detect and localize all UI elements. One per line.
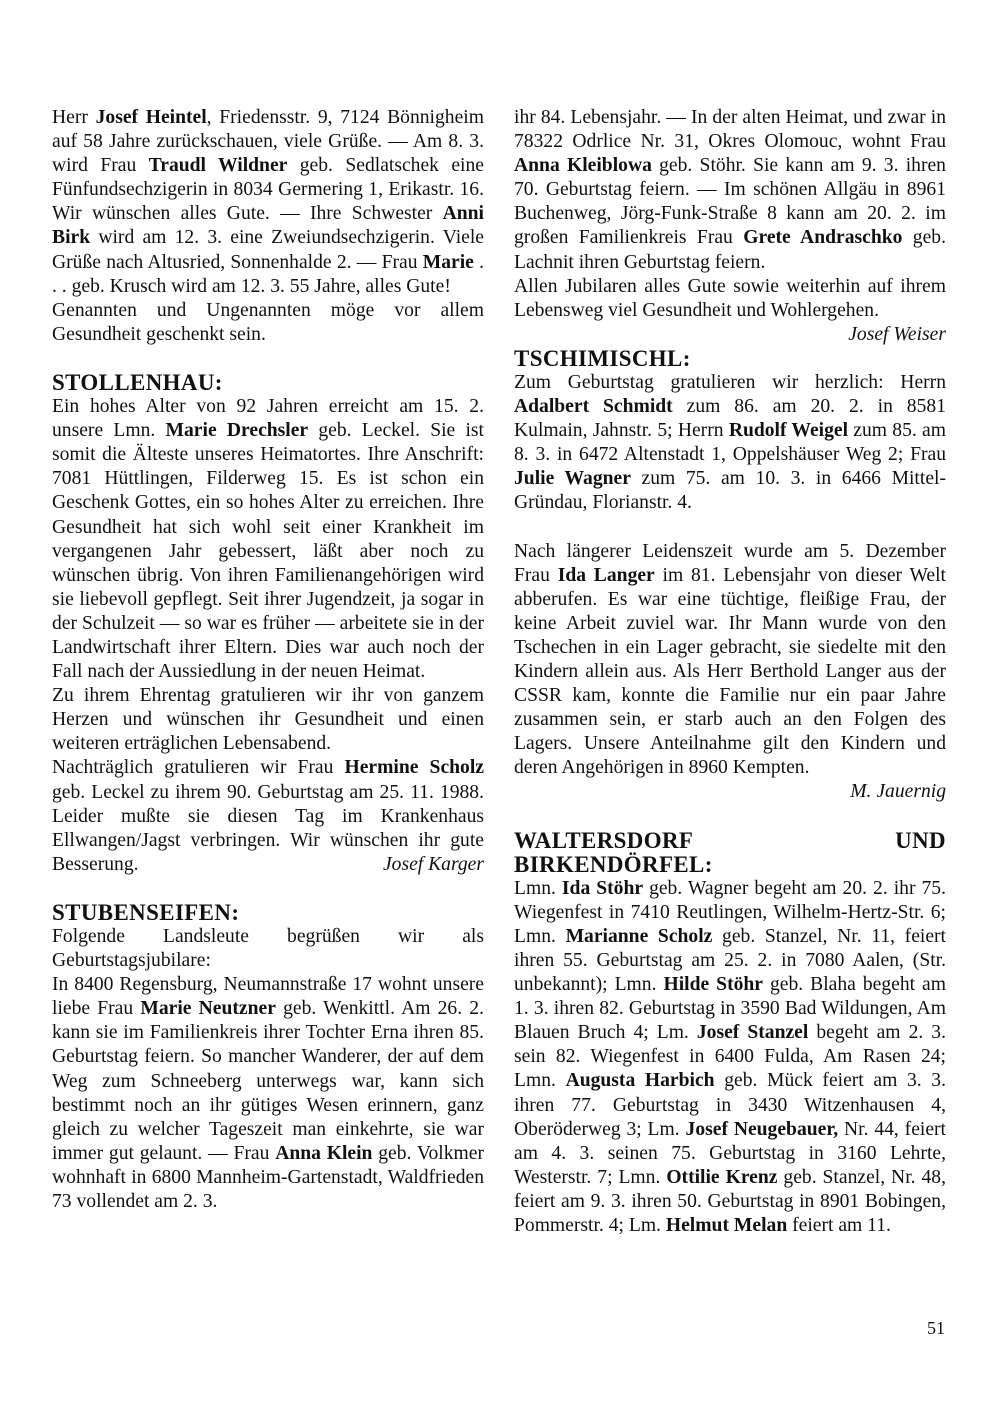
person-name: Ida Stöhr [561,877,644,899]
paragraph-drechsler: Ein hohes Alter von 92 Jahren erreicht am 15. 2. unsere Lmn. Marie Drechsler geb. Leckel. Sie ist somit die Älteste unseres Heimatortes. Ihre Anschrift: 7081 Hüttlingen, Filderweg 15. Es ist schon ein Geschenk Gottes, ein so hohes Alter zu erreichen. Ihre Gesundheit hat sich wohl seit einer Krankheit im vergangenen Jahr gebessert, läßt aber noch zu wünschen übrig. Von ihren Familienangehörigen wird sie liebevoll gepflegt. Seit ihrer Jugendzeit, ja sogar in der Schulzeit — so war es früher — arbeitete sie in der Landwirtschaft ihrer Eltern. Dies war auch noch der Fall nach der Aussiedlung in der neuen Heimat. [52,396,484,683]
right-column [514,106,946,1238]
paragraph-greeting: Genannten und Ungenannten möge vor allem Gesundheit geschenkt sein. [52,299,484,345]
person-name: Anna Kleiblowa [514,155,652,177]
person-name: Marie Drechsler [165,420,309,442]
person-name: Ottilie Krenz [666,1166,778,1188]
person-name: Ida Langer [557,564,655,586]
person-name: Helmut Melan [665,1215,788,1237]
person-name: Marianne Scholz [565,925,713,947]
paragraph-heintel: Herr Josef Heintel, Friedensstr. 9, 7124 Bönnigheim auf 58 Jahre zurückschauen, viele Grüße. — Am 8. 3. wird Frau Traudl Wildner geb. Sedlatschek eine Fünfundsechzigerin in 8034 Germering 1, Erikastr. 16. Wir wünschen alles Gute. — Ihre Schwester Anni Birk wird am 12. 3. eine Zweiundsechzigerin. Viele Grüße nach Altusried, Sonnenhalde 2. — Frau Marie . . . geb. Krusch wird am 12. 3. 55 Jahre, alles Gute! [52,107,485,297]
page-number: 51 [927,1318,945,1338]
section-heading-waltersdorf: WALTERSDORF UND BIRKENDÖRFEL: [514,827,946,877]
paragraph-obituary-langer: Nach längerer Leidenszeit wurde am 5. Dezember Frau Ida Langer im 81. Lebensjahr von dieser Welt abberufen. Es war eine tüchtige, fleißige Frau, der keine Arbeit zuviel war. Ihr Mann wurde von den Tschechen in ein Lager gebracht, sie siedelte mit den Kindern allein aus. Als Herr Berthold Langer aus der CSSR kam, konnte die Familie nur ein paar Jahre zusammen sein, er starb auch an den Folgen des Lagers. Unsere Anteilnahme gilt den Kindern und deren Angehörigen in 8960 Kempten. [514,540,946,779]
person-name: Anni Birk [52,203,484,249]
person-name: Traudl Wildner [148,155,288,177]
person-name: Hermine Scholz [344,757,484,779]
paragraph-ehrentag: Zu ihrem Ehrentag gratulieren wir ihr von ganzem Herzen und wünschen ihr Gesundheit und einen weiteren erträglichen Lebensabend. [52,685,484,755]
person-name: Marie Neutzner [140,998,276,1020]
person-name: Josef Heintel [95,107,207,128]
person-name: Josef Stanzel [696,1022,809,1044]
person-name: Augusta Harbich [565,1070,715,1092]
section-heading-tschimischl: TSCHIMISCHL: [514,345,691,371]
person-name: Rudolf Weigel [728,420,849,442]
signature-karger: Josef Karger [382,853,484,875]
left-column [52,106,484,1214]
person-name: Julie Wagner [514,468,631,490]
paragraph-neutzner: In 8400 Regensburg, Neumannstraße 17 wohnt unsere liebe Frau Marie Neutzner geb. Wenkittl. Am 26. 2. kann sie im Familienkreis ihrer Tochter Erna ihren 85. Geburtstag feiern. So mancher Wanderer, der auf dem Weg zum Schneeberg unterwegs war, kann sich bestimmt noch an ihr gütiges Wesen erinnern, ganz gleich zu welcher Tageszeit man einkehrte, sie war immer gut gelaunt. — Frau Anna Klein geb. Volkmer wohnhaft in 6800 Mannheim-Gartenstadt, Waldfrieden 73 vollendet am 2. 3. [52,974,484,1213]
paragraph-scholz: Nachträglich gratulieren wir Frau Hermine Scholz geb. Leckel zu ihrem 90. Geburtstag am 25. 11. 1988. Leider mußte sie diesen Tag im Krankenhaus Ellwangen/Jagst verbringen. Wir wünschen ihr gute Besserung. Josef Karger [52,756,484,876]
paragraph-kleiblowa: ihr 84. Lebensjahr. — In der alten Heimat, und zwar in 78322 Odrlice Nr. 31, Okres Olomouc, wohnt Frau Anna Kleiblowa geb. Stöhr. Sie kann am 9. 3. ihren 70. Geburtstag feiern. — Im schönen Allgäu in 8961 Buchenweg, Jörg-Funk-Straße 8 kann am 20. 2. im großen Familienkreis Frau Grete Andraschko geb. Lachnit ihren Geburtstag feiern. [514,107,946,273]
person-name: Anna Klein [275,1142,373,1164]
person-name: Marie [422,251,474,273]
paragraph-waltersdorf-birthdays: Lmn. Ida Stöhr geb. Wagner begeht am 20. 2. ihr 75. Wiegenfest in 7410 Reutlingen, Wilhelm-Hertz-Str. 6; Lmn. Marianne Scholz geb. Stanzel, Nr. 11, feiert ihren 55. Geburtstag am 25. 2. in 7080 Aalen, (Str. unbekannt); Lmn. Hilde Stöhr geb. Blaha begeht am 1. 3. ihren 82. Geburtstag in 3590 Bad Wildungen, Am Blauen Bruch 4; Lm. Josef Stanzel begeht am 2. 3. sein 82. Wiegenfest in 6400 Fulda, Am Rasen 24; Lmn. Augusta Harbich geb. Mück feiert am 3. 3. ihren 77. Geburtstag in 3430 Witzenhausen 4, Oberöderweg 3; Lm. Josef Neugebauer, Nr. 44, feiert am 4. 3. seinen 75. Geburtstag in 3160 Lehrte, Westerstr. 7; Lmn. Ottilie Krenz geb. Stanzel, Nr. 48, feiert am 9. 3. ihren 50. Geburtstag in 8901 Bobingen, Pommerstr. 4; Lm. Helmut Melan feiert am 11. [514,877,947,1237]
paragraph-jubilare-intro: Folgende Landsleute begrüßen wir als Geburtstagsjubilare: [52,926,484,972]
person-name: Grete Andraschko [743,227,903,249]
person-name: Adalbert Schmidt [514,396,673,418]
section-heading-stubenseifen: STUBENSEIFEN: [52,899,240,925]
signature-weiser: Josef Weiser [848,323,946,345]
section-heading-stollenhau: STOLLENHAU: [52,369,223,395]
paragraph-jubilare-wishes: Allen Jubilaren alles Gute sowie weiterhin auf ihrem Lebensweg viel Gesundheit und Wohlergehen. Josef Weiser [514,275,946,323]
person-name: Josef Neugebauer, [685,1118,839,1140]
paragraph-tschimischl-birthdays: Zum Geburtstag gratulieren wir herzlich: Herrn Adalbert Schmidt zum 86. am 20. 2. in 8581 Kulmain, Jahnstr. 5; Herrn Rudolf Weigel zum 85. am 8. 3. in 6472 Altenstadt 1, Oppelshäuser Weg 2; Frau Julie Wagner zum 75. am 10. 3. in 6466 Mittel-Gründau, Florianstr. 4. [514,371,946,514]
signature-jauernig: M. Jauernig [850,781,946,803]
person-name: Hilde Stöhr [663,974,763,996]
